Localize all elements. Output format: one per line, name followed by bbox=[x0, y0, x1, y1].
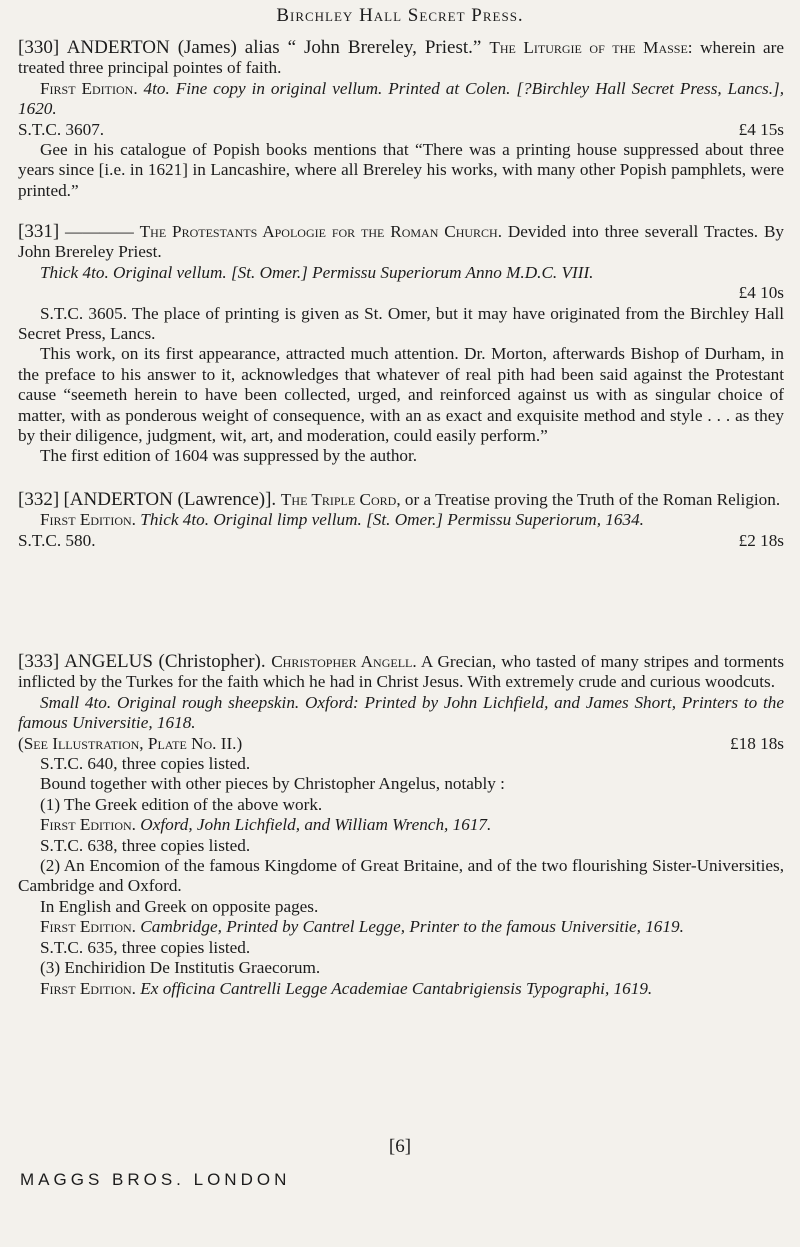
edition-label: First Edition. bbox=[40, 510, 136, 530]
price: £2 18s bbox=[738, 530, 784, 550]
edition-label: First Edition. bbox=[40, 978, 136, 998]
work-subtitle: : wherein are treated three principal pointes of faith. bbox=[18, 38, 785, 78]
work-subtitle: A Grecian, who tasted of many stripes and torments inflicted by the Turkes for the faith which he had in Christ Jesus. With extremely crude and curious woodcuts. bbox=[18, 652, 785, 692]
bound-item-2-edition bbox=[18, 917, 784, 937]
page-header: Birchley Hall Secret Press. bbox=[276, 5, 524, 26]
bound-item-3: (3) Enchiridion De Institutis Graecorum. bbox=[40, 958, 321, 978]
entry-note-2: The first edition of 1604 was suppressed by the author. bbox=[40, 446, 418, 466]
edition-label: First Edition. bbox=[40, 78, 138, 98]
work-title: The Protestants Apologie for the Roman Church. bbox=[139, 222, 503, 241]
edition-description: Ex officina Cantrelli Legge Academiae Cantabrigiensis Typographi, 1619. bbox=[135, 978, 653, 998]
author-heading: ANDERTON (James) alias “ John Brereley, Priest.” bbox=[66, 37, 490, 58]
price: £18 18s bbox=[730, 733, 784, 753]
entry-note: Gee in his catalogue of Popish books mentions that “There was a printing house suppressed about three years since [i.e. in 1621] in Lancashire, where all Brereley his works, with many other Popish pamphlets, were printed.” bbox=[18, 140, 784, 200]
author-heading: ANGELUS (Christopher). bbox=[64, 651, 272, 672]
edition-description: Thick 4to. Original vellum. [St. Omer.] Permissu Superiorum Anno M.D.C. VIII. bbox=[40, 262, 594, 282]
lot-number: [330] bbox=[18, 37, 60, 58]
work-subtitle: Devided into three severall Tractes. By John Brereley Priest. bbox=[18, 222, 785, 262]
entry-heading bbox=[18, 490, 784, 510]
author-heading: [ANDERTON (Lawrence)]. bbox=[63, 489, 281, 510]
bound-item-3-edition bbox=[18, 979, 784, 999]
edition-label: First Edition. bbox=[40, 815, 136, 835]
price: £4 15s bbox=[738, 119, 784, 139]
page-number: [6] bbox=[388, 1136, 412, 1157]
stc-reference: S.T.C. 580. bbox=[18, 530, 96, 550]
edition-line bbox=[18, 79, 784, 120]
stc-price-line bbox=[18, 120, 784, 140]
edition-label: First Edition. bbox=[40, 917, 136, 937]
edition-line bbox=[18, 510, 784, 530]
bound-item-2-stc: S.T.C. 635, three copies listed. bbox=[40, 937, 251, 957]
illustration-reference: (See Illustration, Plate No. II.) bbox=[18, 733, 243, 753]
stc-reference: S.T.C. 3607. bbox=[18, 119, 105, 139]
stc-reference: S.T.C. 3605. The place of printing is given as St. Omer, but it may have originated from the Birchley Hall Secret Press, Lancs. bbox=[18, 303, 784, 344]
price-line bbox=[18, 283, 784, 303]
stc-reference: S.T.C. 640, three copies listed. bbox=[40, 754, 251, 774]
bound-note: Bound together with other pieces by Christopher Angelus, notably : bbox=[40, 774, 505, 794]
edition-description: Oxford, John Lichfield, and William Wrench, 1617. bbox=[135, 815, 492, 835]
work-title: Christopher Angell. bbox=[271, 652, 417, 671]
bound-item-2: (2) An Encomion of the famous Kingdome of Great Britaine, and of the two flourishing Sister-Universities, Cambridge and Oxford. bbox=[18, 856, 784, 896]
catalogue-entry-332 bbox=[18, 490, 784, 551]
edition-description: Small 4to. Original rough sheepskin. Oxford: Printed by John Lichfield, and James Short, Printers to the famous Universitie, 1618. bbox=[18, 692, 784, 733]
work-title: The Liturgie of the Masse bbox=[489, 38, 688, 57]
entry-heading bbox=[18, 652, 784, 693]
bound-item-1-edition bbox=[18, 815, 784, 835]
catalogue-entry-330 bbox=[18, 38, 784, 201]
price: £4 10s bbox=[738, 283, 784, 303]
lot-number: [332] bbox=[18, 489, 60, 510]
bound-item-1: (1) The Greek edition of the above work. bbox=[40, 794, 323, 814]
entry-heading bbox=[18, 38, 784, 79]
entry-heading bbox=[18, 222, 784, 263]
catalogue-entry-333 bbox=[18, 652, 784, 999]
publisher-footer: MAGGS BROS. LONDON bbox=[20, 1170, 291, 1189]
entry-note: This work, on its first appearance, attracted much attention. Dr. Morton, afterwards Bishop of Durham, in the preface to his answer to it, acknowledges that whatever of real pith had been said against the Protestant cause “seemeth herein to have been collected, urged, and reinforced against us with as singular choice of matter, with as ponderous weight of consequence, with an as exact and exquisite method and style . . . as they by their diligence, judgment, wit, art, and moderation, could easily perform.” bbox=[18, 344, 784, 446]
work-title: The Triple Cord, bbox=[280, 490, 401, 509]
stc-price-line bbox=[18, 531, 784, 551]
edition-description: Cambridge, Printed by Cantrel Legge, Printer to the famous Universitie, 1619. bbox=[135, 917, 684, 937]
lot-number: [333] bbox=[18, 651, 60, 672]
bound-item-2-note: In English and Greek on opposite pages. bbox=[40, 896, 319, 916]
catalogue-entry-331 bbox=[18, 222, 784, 467]
lot-number: [331] bbox=[18, 221, 60, 242]
work-subtitle: or a Treatise proving the Truth of the Roman Religion. bbox=[400, 490, 781, 509]
bound-item-1-stc: S.T.C. 638, three copies listed. bbox=[40, 835, 251, 855]
edition-description: 4to. Fine copy in original vellum. Printed at Colen. [?Birchley Hall Secret Press, Lancs.], 1620. bbox=[18, 78, 784, 119]
ditto-dash: ———— bbox=[65, 222, 134, 241]
plate-price-line bbox=[18, 734, 784, 754]
edition-description: Thick 4to. Original limp vellum. [St. Omer.] Permissu Superiorum, 1634. bbox=[135, 510, 644, 530]
